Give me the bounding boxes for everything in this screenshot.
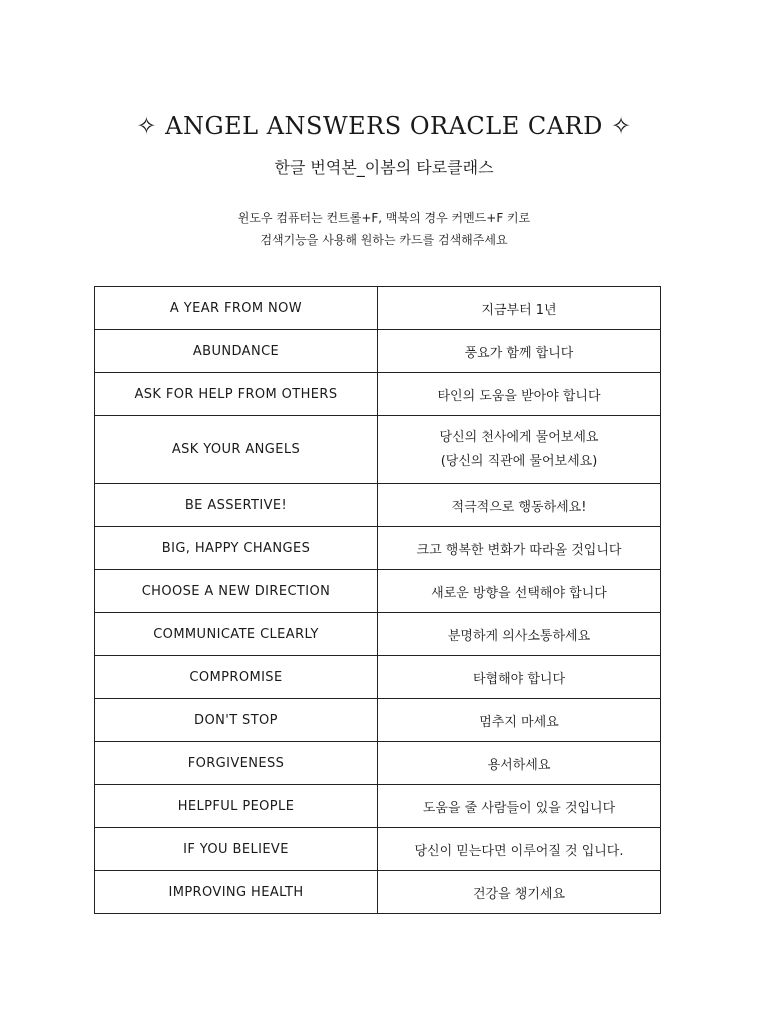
card-name-english: ASK FOR HELP FROM OTHERS bbox=[95, 373, 378, 416]
card-meaning-korean: 분명하게 의사소통하세요 bbox=[378, 613, 661, 656]
card-name-english: IMPROVING HEALTH bbox=[95, 871, 378, 914]
table-row bbox=[95, 742, 661, 785]
card-name-english: FORGIVENESS bbox=[95, 742, 378, 785]
table-row bbox=[95, 656, 661, 699]
table-row bbox=[95, 287, 661, 330]
table-row bbox=[95, 570, 661, 613]
search-instructions-line-1: 윈도우 컴퓨터는 컨트롤+F, 맥북의 경우 커멘드+F 키로 bbox=[237, 211, 531, 225]
card-name-english: COMPROMISE bbox=[95, 656, 378, 699]
card-meaning-korean: 타협해야 합니다 bbox=[378, 656, 661, 699]
page-title: ✧ ANGEL ANSWERS ORACLE CARD ✧ bbox=[136, 112, 632, 140]
card-meaning-korean: 새로운 방향을 선택해야 합니다 bbox=[378, 570, 661, 613]
card-name-english: BE ASSERTIVE! bbox=[95, 484, 378, 527]
card-name-english: COMMUNICATE CLEARLY bbox=[95, 613, 378, 656]
card-meaning-korean: 당신이 믿는다면 이루어질 것 입니다. bbox=[378, 828, 661, 871]
card-meaning-korean: 지금부터 1년 bbox=[378, 287, 661, 330]
card-name-english: HELPFUL PEOPLE bbox=[95, 785, 378, 828]
table-row bbox=[95, 871, 661, 914]
card-translation-table bbox=[94, 286, 661, 914]
card-name-english: DON'T STOP bbox=[95, 699, 378, 742]
card-name-english: ABUNDANCE bbox=[95, 330, 378, 373]
table-row bbox=[95, 527, 661, 570]
card-meaning-line-1: 당신의 천사에게 물어보세요 bbox=[439, 429, 599, 445]
table-row bbox=[95, 484, 661, 527]
card-meaning-korean: 멈추지 마세요 bbox=[378, 699, 661, 742]
card-meaning-korean: 도움을 줄 사람들이 있을 것입니다 bbox=[378, 785, 661, 828]
card-name-english: ASK YOUR ANGELS bbox=[95, 416, 378, 484]
table-row bbox=[95, 613, 661, 656]
card-meaning-korean: 타인의 도움을 받아야 합니다 bbox=[378, 373, 661, 416]
card-meaning-line-2: (당신의 직관에 물어보세요) bbox=[440, 453, 598, 469]
card-meaning-korean: 크고 행복한 변화가 따라올 것입니다 bbox=[378, 527, 661, 570]
card-meaning-korean bbox=[378, 416, 661, 484]
table-row bbox=[95, 785, 661, 828]
table-row bbox=[95, 373, 661, 416]
search-instructions-line-2: 검색기능을 사용해 원하는 카드를 검색해주세요 bbox=[260, 233, 508, 247]
card-meaning-korean: 건강을 챙기세요 bbox=[378, 871, 661, 914]
table-row bbox=[95, 699, 661, 742]
card-meaning-korean: 적극적으로 행동하세요! bbox=[378, 484, 661, 527]
card-name-english: IF YOU BELIEVE bbox=[95, 828, 378, 871]
card-name-english: BIG, HAPPY CHANGES bbox=[95, 527, 378, 570]
card-name-english: A YEAR FROM NOW bbox=[95, 287, 378, 330]
page-subtitle: 한글 번역본_이봄의 타로클래스 bbox=[274, 158, 494, 177]
table-row bbox=[95, 828, 661, 871]
card-meaning-korean: 용서하세요 bbox=[378, 742, 661, 785]
table-row bbox=[95, 416, 661, 484]
search-instructions bbox=[0, 207, 768, 251]
table-row bbox=[95, 330, 661, 373]
card-meaning-korean: 풍요가 함께 합니다 bbox=[378, 330, 661, 373]
card-name-english: CHOOSE A NEW DIRECTION bbox=[95, 570, 378, 613]
